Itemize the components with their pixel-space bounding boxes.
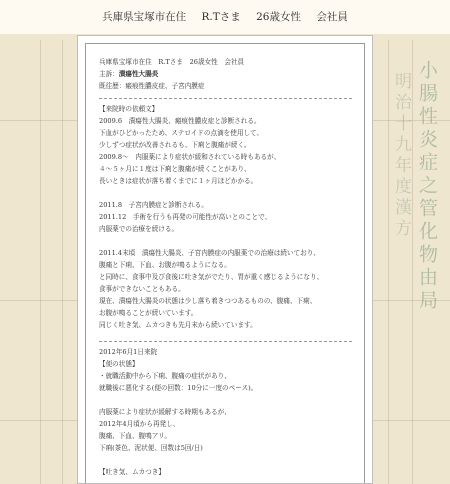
text-line: 同じく吐き気、ムカつきも先月末から続いています。	[99, 321, 257, 329]
section-title: 【吐き気、ムカつき】	[99, 468, 165, 476]
text-line: 長いときは症状が落ち着くまでに１ヶ月ほどかかる。	[99, 177, 258, 185]
divider	[99, 341, 352, 342]
visit-date: 2012年6月1日来院	[99, 348, 158, 356]
text-line: 2009.6 潰瘍性大腸炎、瘢痕性膿皮症と診断される。	[99, 117, 261, 125]
text-line: 現在、潰瘍性大腸炎の状態は少し落ち着きつつあるものの、腹痛、下痢、	[99, 297, 317, 305]
text-line: ・就職活動中から下痢、腹痛の症状があり、	[99, 372, 231, 380]
text-line: 2012年4月頃から再発し、	[99, 420, 180, 428]
text-line: 2011.12 手術を行うも再発の可能性が高いとのことで、	[99, 213, 272, 221]
text-line: 食事ができないこともある。	[99, 285, 185, 293]
section-title: 【来院時の依頼文】	[99, 105, 159, 113]
bg-vertical-text: 小腸性炎症之管化物由局	[416, 60, 438, 313]
text-line: 腹痛と下痢、下血、お腹が鳴るようになる。	[99, 261, 231, 269]
text-line: 2009.8〜 内服薬により症状が緩和されている時もあるが、	[99, 153, 281, 161]
section-title: 【便の状態】	[99, 360, 139, 368]
text-line: 2011.8 子宮内膜症と診断される。	[99, 201, 208, 209]
header-name: R.Tさま	[201, 11, 241, 23]
text-line: 腹痛、下血、腹鳴アリ。	[99, 432, 171, 440]
text-line: お腹が鳴ることが続いています。	[99, 309, 198, 317]
bg-vertical-text: 明治十九年度漢方	[391, 72, 411, 240]
text-line: 内服薬での治療を続ける。	[99, 225, 179, 233]
text-line: 内服薬により症状が緩解する時期もあるが、	[99, 408, 231, 416]
text-line: 2011.4末頃 潰瘍性大腸炎、子宮内膜症の内服薬での治療は続いており、	[99, 249, 320, 257]
page-header	[0, 0, 450, 34]
document-body	[85, 43, 365, 483]
profile-line: 兵庫県宝塚市在住 R.Tさま 26歳女性 会社員	[99, 58, 245, 66]
document-paper	[77, 35, 373, 484]
text-line: ４〜５ヶ月に１度は下痢と腹痛が続くことがあり、	[99, 165, 251, 173]
text-line: 少しずつ症状が改善されるも、下痢と腹痛が続く。	[99, 141, 251, 149]
header-age: 26歳女性	[256, 11, 301, 23]
text-line: と同時に、食事中及び食後に吐き気がでたり、胃が重く感じるようになり、	[99, 273, 324, 281]
main-complaint-label: 主訴：	[99, 70, 119, 78]
main-complaint	[99, 68, 352, 80]
bg-line	[40, 40, 41, 484]
header-location: 兵庫県宝塚市在住	[102, 11, 187, 23]
text-line: 下血がひどかったため、ステロイドの点滴を使用して、	[99, 129, 264, 137]
divider	[99, 98, 352, 99]
bg-line	[62, 40, 63, 484]
header-job: 会社員	[316, 11, 348, 23]
text-line: 下痢(茶色、泥状便、回数は5回/日)	[99, 444, 203, 452]
main-complaint-value: 潰瘍性大腸炎	[118, 70, 159, 78]
text-line: 就職後に悪化する(便の回数：10分に一度のペース)。	[99, 384, 258, 392]
history-line: 既往歴：瘢痕性膿皮症、子宮内膜症	[99, 82, 205, 90]
